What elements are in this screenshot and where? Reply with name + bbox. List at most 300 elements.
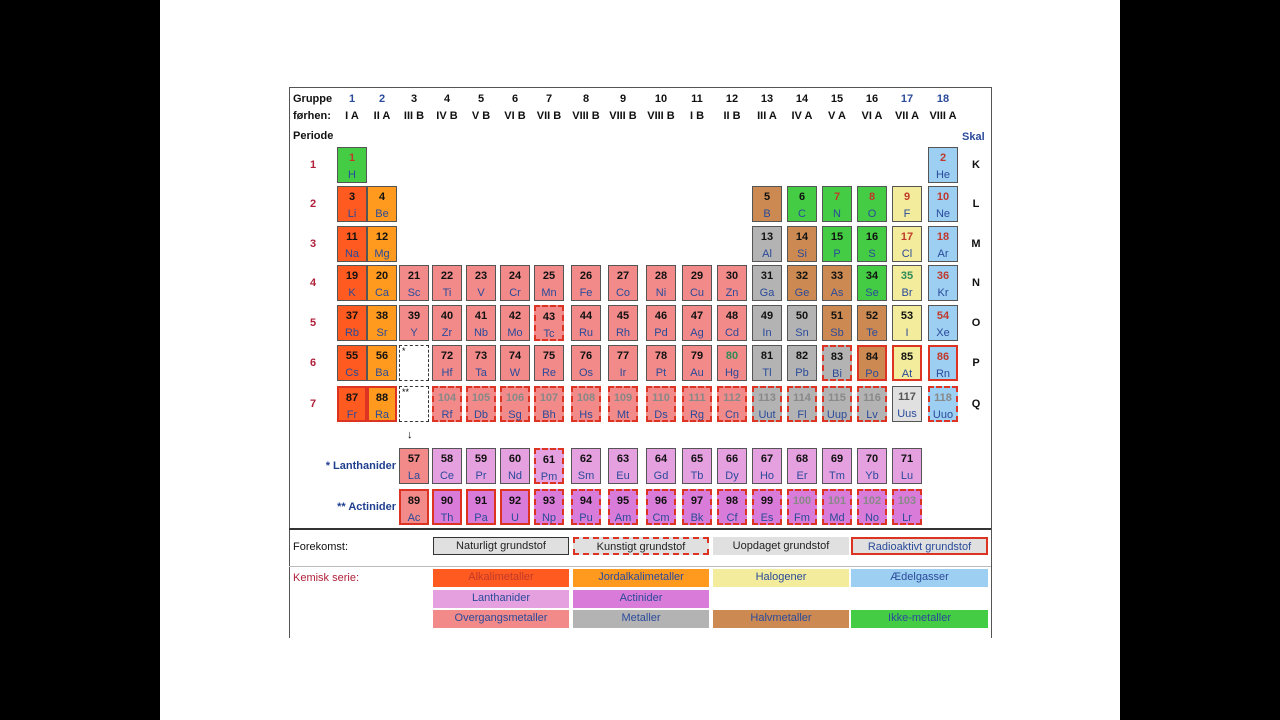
atomic-number: 90	[440, 495, 454, 507]
atomic-number: 65	[690, 453, 704, 465]
element-Cm[interactable]	[646, 489, 676, 525]
element-W[interactable]	[500, 345, 530, 381]
atomic-number: 33	[830, 270, 844, 282]
element-Rh[interactable]	[608, 305, 638, 341]
element-S[interactable]	[857, 226, 887, 262]
atomic-number: 42	[508, 310, 522, 322]
element-Er[interactable]	[787, 448, 817, 484]
atomic-number: 104	[437, 392, 457, 404]
element-symbol: Cu	[689, 287, 705, 299]
atomic-number: 83	[830, 351, 844, 363]
atomic-number: 57	[407, 453, 421, 465]
element-symbol: Gd	[653, 470, 669, 482]
element-symbol: Pr	[475, 470, 487, 482]
element-Be[interactable]	[367, 186, 397, 222]
actinides-label: ** Actinider	[337, 501, 396, 513]
element-Ga[interactable]	[752, 265, 782, 301]
element-Pm[interactable]	[534, 448, 564, 484]
element-Lu[interactable]	[892, 448, 922, 484]
element-F[interactable]	[892, 186, 922, 222]
lanthanide-placeholder	[399, 345, 429, 381]
element-Ir[interactable]	[608, 345, 638, 381]
element-Zr[interactable]	[432, 305, 462, 341]
element-symbol: S	[868, 248, 876, 260]
atomic-number: 112	[723, 392, 741, 404]
element-symbol: Hg	[724, 367, 740, 379]
element-symbol: Ar	[937, 248, 949, 260]
element-symbol: Cs	[345, 367, 359, 379]
element-Mo[interactable]	[500, 305, 530, 341]
element-Sb[interactable]	[822, 305, 852, 341]
element-symbol: Li	[347, 208, 357, 220]
element-Ag[interactable]	[682, 305, 712, 341]
period-1: 1	[309, 159, 317, 171]
atomic-number: 14	[795, 231, 809, 243]
element-symbol: Tc	[543, 328, 555, 340]
atomic-number: 11	[346, 231, 358, 243]
element-Ca[interactable]	[367, 265, 397, 301]
element-Ac[interactable]	[399, 489, 429, 525]
element-symbol: Rb	[344, 327, 360, 339]
element-Nd[interactable]	[500, 448, 530, 484]
series-label: Kemisk serie:	[293, 572, 360, 584]
element-Co[interactable]	[608, 265, 638, 301]
group-former-9: VIII B	[609, 110, 637, 122]
element-O[interactable]	[857, 186, 887, 222]
element-Uuo[interactable]	[928, 386, 958, 422]
element-symbol: Y	[410, 327, 418, 339]
element-P[interactable]	[822, 226, 852, 262]
atomic-number: 72	[440, 350, 454, 362]
element-C[interactable]	[787, 186, 817, 222]
element-symbol: No	[864, 512, 880, 524]
element-symbol: Sc	[407, 287, 421, 299]
atomic-number: 84	[865, 351, 879, 363]
element-Tc[interactable]	[534, 305, 564, 341]
atomic-number: 62	[579, 453, 593, 465]
element-symbol: Lv	[866, 409, 878, 421]
atomic-number: 39	[407, 310, 421, 322]
element-U[interactable]	[500, 489, 530, 525]
element-symbol: Er	[796, 470, 808, 482]
element-I[interactable]	[892, 305, 922, 341]
legend-alkaline: Jordalkalimetaller	[573, 569, 709, 587]
atomic-number: 29	[690, 270, 704, 282]
element-Na[interactable]	[337, 226, 367, 262]
element-Nb[interactable]	[466, 305, 496, 341]
element-symbol: V	[477, 287, 485, 299]
element-symbol: Rn	[935, 368, 951, 380]
element-symbol: At	[901, 368, 913, 380]
lanthanides-label: * Lanthanider	[325, 460, 396, 472]
element-H[interactable]	[337, 147, 367, 183]
group-former-16: VI A	[861, 110, 883, 122]
element-Cd[interactable]	[717, 305, 747, 341]
atomic-number: 20	[375, 270, 389, 282]
element-symbol: Zn	[725, 287, 739, 299]
element-Ni[interactable]	[646, 265, 676, 301]
element-Rf[interactable]	[432, 386, 462, 422]
element-Db[interactable]	[466, 386, 496, 422]
element-symbol: Th	[440, 512, 454, 524]
element-symbol: Tl	[762, 367, 772, 379]
atomic-number: 58	[440, 453, 454, 465]
element-symbol: Sm	[577, 470, 595, 482]
element-symbol: Sg	[508, 409, 522, 421]
element-Sm[interactable]	[571, 448, 601, 484]
legend-noble: Ædelgasser	[851, 569, 988, 587]
element-symbol: Rh	[615, 327, 631, 339]
element-Kr[interactable]	[928, 265, 958, 301]
element-Mg[interactable]	[367, 226, 397, 262]
element-symbol: Ru	[578, 327, 594, 339]
element-Yb[interactable]	[857, 448, 887, 484]
element-Rn[interactable]	[928, 345, 958, 381]
atomic-number: 52	[865, 310, 879, 322]
atomic-number: 50	[795, 310, 809, 322]
element-symbol: Mo	[507, 327, 523, 339]
group-number-5: 5	[477, 93, 485, 105]
atomic-number: 75	[542, 350, 556, 362]
atomic-number: 26	[579, 270, 593, 282]
element-N[interactable]	[822, 186, 852, 222]
element-K[interactable]	[337, 265, 367, 301]
element-Ru[interactable]	[571, 305, 601, 341]
atomic-number: 54	[936, 310, 950, 322]
element-Pr[interactable]	[466, 448, 496, 484]
element-symbol: Os	[578, 367, 594, 379]
element-Po[interactable]	[857, 345, 887, 381]
element-symbol: Na	[344, 248, 360, 260]
atomic-number: 79	[690, 350, 704, 362]
atomic-number: 56	[375, 350, 389, 362]
element-Pu[interactable]	[571, 489, 601, 525]
legend-divider	[289, 566, 991, 567]
element-Rb[interactable]	[337, 305, 367, 341]
atomic-number: 51	[830, 310, 844, 322]
element-Bk[interactable]	[682, 489, 712, 525]
element-Pt[interactable]	[646, 345, 676, 381]
element-Ba[interactable]	[367, 345, 397, 381]
atomic-number: 36	[936, 270, 950, 282]
atomic-number: 86	[936, 351, 950, 363]
atomic-number: 61	[542, 454, 556, 466]
element-Ds[interactable]	[646, 386, 676, 422]
element-Lv[interactable]	[857, 386, 887, 422]
element-Fr[interactable]	[337, 386, 367, 422]
element-Mn[interactable]	[534, 265, 564, 301]
element-Te[interactable]	[857, 305, 887, 341]
group-number-6: 6	[511, 93, 519, 105]
atomic-number: 23	[474, 270, 488, 282]
element-symbol: B	[763, 208, 771, 220]
element-Rg[interactable]	[682, 386, 712, 422]
element-Ar[interactable]	[928, 226, 958, 262]
element-Zn[interactable]	[717, 265, 747, 301]
element-Lr[interactable]	[892, 489, 922, 525]
period-label: Periode	[293, 130, 334, 142]
element-symbol: Pa	[474, 512, 488, 524]
element-V[interactable]	[466, 265, 496, 301]
atomic-number: 2	[939, 152, 947, 164]
atomic-number: 1	[348, 152, 356, 164]
element-symbol: W	[509, 367, 521, 379]
period-6: 6	[309, 357, 317, 369]
atomic-number: 30	[725, 270, 739, 282]
element-symbol: Si	[797, 248, 807, 260]
atomic-number: 34	[865, 270, 879, 282]
element-symbol: Bh	[542, 409, 556, 421]
group-number-12: 12	[725, 93, 739, 105]
element-Dy[interactable]	[717, 448, 747, 484]
element-symbol: Be	[375, 208, 389, 220]
element-Cr[interactable]	[500, 265, 530, 301]
element-Fe[interactable]	[571, 265, 601, 301]
element-Tm[interactable]	[822, 448, 852, 484]
element-symbol: O	[867, 208, 877, 220]
element-Os[interactable]	[571, 345, 601, 381]
atomic-number: 98	[725, 495, 739, 507]
legend-radioactive-label: Radioaktivt grundstof	[867, 541, 972, 553]
atomic-number: 92	[508, 495, 522, 507]
element-symbol: Te	[866, 327, 878, 339]
group-number-11: 11	[691, 93, 703, 105]
element-No[interactable]	[857, 489, 887, 525]
element-Th[interactable]	[432, 489, 462, 525]
element-Pa[interactable]	[466, 489, 496, 525]
element-symbol: H	[348, 169, 356, 181]
atomic-number: 18	[936, 231, 950, 243]
group-former-11: I B	[689, 110, 705, 122]
element-As[interactable]	[822, 265, 852, 301]
element-Mt[interactable]	[608, 386, 638, 422]
group-number-10: 10	[654, 93, 668, 105]
atomic-number: 108	[576, 392, 596, 404]
atomic-number: 109	[613, 392, 633, 404]
group-former-3: III B	[403, 110, 425, 122]
element-Fm[interactable]	[787, 489, 817, 525]
element-symbol: Zr	[441, 327, 453, 339]
element-symbol: I	[905, 327, 909, 339]
group-number-16: 16	[865, 93, 879, 105]
element-Bh[interactable]	[534, 386, 564, 422]
group-former-4: IV B	[436, 110, 458, 122]
element-Cl[interactable]	[892, 226, 922, 262]
element-Ne[interactable]	[928, 186, 958, 222]
element-symbol: Lr	[902, 512, 912, 524]
element-Uup[interactable]	[822, 386, 852, 422]
shell-M: M	[971, 238, 981, 250]
atomic-number: 80	[725, 350, 739, 362]
atomic-number: 43	[542, 311, 556, 323]
element-symbol: Uuo	[932, 409, 954, 421]
element-symbol: Sb	[830, 327, 844, 339]
element-Au[interactable]	[682, 345, 712, 381]
atomic-number: 13	[760, 231, 774, 243]
element-symbol: Cn	[724, 409, 740, 421]
element-symbol: Cl	[901, 248, 913, 260]
element-Al[interactable]	[752, 226, 782, 262]
group-number-13: 13	[760, 93, 774, 105]
element-symbol: Rg	[689, 409, 705, 421]
atomic-number: 24	[508, 270, 522, 282]
element-Uut[interactable]	[752, 386, 782, 422]
element-symbol: As	[830, 287, 844, 299]
element-symbol: Fl	[797, 409, 807, 421]
atomic-number: 106	[505, 392, 525, 404]
element-La[interactable]	[399, 448, 429, 484]
group-former-1: I A	[345, 110, 359, 122]
element-symbol: Np	[541, 512, 557, 524]
period-2: 2	[309, 198, 317, 210]
atomic-number: 107	[539, 392, 559, 404]
element-At[interactable]	[892, 345, 922, 381]
element-Ra[interactable]	[367, 386, 397, 422]
element-symbol: Eu	[616, 470, 630, 482]
element-symbol: Ga	[759, 287, 775, 299]
element-symbol: Nb	[473, 327, 489, 339]
group-former-10: VIII B	[647, 110, 675, 122]
atomic-number: 32	[795, 270, 809, 282]
element-Ti[interactable]	[432, 265, 462, 301]
atomic-number: 91	[474, 495, 488, 507]
page	[160, 0, 1120, 720]
element-Tl[interactable]	[752, 345, 782, 381]
element-Hf[interactable]	[432, 345, 462, 381]
occurrence-label: Forekomst:	[293, 541, 349, 553]
legend-nonmetal: Ikke-metaller	[851, 610, 988, 628]
atomic-number: 37	[345, 310, 359, 322]
element-symbol: Fe	[579, 287, 593, 299]
element-symbol: Mg	[374, 248, 390, 260]
element-Hg[interactable]	[717, 345, 747, 381]
legend-actinide: Actinider	[573, 590, 709, 608]
atomic-number: 48	[725, 310, 739, 322]
atomic-number: 64	[654, 453, 668, 465]
element-Np[interactable]	[534, 489, 564, 525]
element-Si[interactable]	[787, 226, 817, 262]
atomic-number: 9	[903, 191, 911, 203]
element-Sn[interactable]	[787, 305, 817, 341]
element-Eu[interactable]	[608, 448, 638, 484]
atomic-number: 60	[508, 453, 522, 465]
element-Md[interactable]	[822, 489, 852, 525]
element-Re[interactable]	[534, 345, 564, 381]
element-Cn[interactable]	[717, 386, 747, 422]
element-Li[interactable]	[337, 186, 367, 222]
legend-lanthanide: Lanthanider	[433, 590, 569, 608]
element-Ce[interactable]	[432, 448, 462, 484]
element-Hs[interactable]	[571, 386, 601, 422]
element-Pb[interactable]	[787, 345, 817, 381]
element-B[interactable]	[752, 186, 782, 222]
atomic-number: 12	[375, 231, 389, 243]
element-symbol: Nd	[507, 470, 523, 482]
atomic-number: 82	[795, 350, 809, 362]
atomic-number: 73	[474, 350, 488, 362]
element-He[interactable]	[928, 147, 958, 183]
group-number-7: 7	[545, 93, 553, 105]
atomic-number: 22	[440, 270, 454, 282]
atomic-number: 21	[407, 270, 421, 282]
element-symbol: Ni	[655, 287, 667, 299]
atomic-number: 5	[763, 191, 771, 203]
atomic-number: 101	[827, 495, 847, 507]
atomic-number: 45	[616, 310, 630, 322]
group-former-8: VIII B	[572, 110, 600, 122]
element-Ge[interactable]	[787, 265, 817, 301]
legend-undiscovered: Uopdaget grundstof	[713, 537, 849, 555]
atomic-number: 118	[934, 392, 952, 404]
element-Sc[interactable]	[399, 265, 429, 301]
former-label: førhen:	[293, 110, 331, 122]
element-Sg[interactable]	[500, 386, 530, 422]
element-Cf[interactable]	[717, 489, 747, 525]
atomic-number: 3	[348, 191, 356, 203]
element-symbol: Ce	[439, 470, 455, 482]
element-Am[interactable]	[608, 489, 638, 525]
element-Xe[interactable]	[928, 305, 958, 341]
element-Y[interactable]	[399, 305, 429, 341]
element-Cu[interactable]	[682, 265, 712, 301]
element-Bi[interactable]	[822, 345, 852, 381]
element-Pd[interactable]	[646, 305, 676, 341]
element-Es[interactable]	[752, 489, 782, 525]
element-symbol: Dy	[725, 470, 739, 482]
element-Ho[interactable]	[752, 448, 782, 484]
atomic-number: 88	[375, 392, 389, 404]
group-former-18: VIII A	[929, 110, 957, 122]
element-In[interactable]	[752, 305, 782, 341]
period-5: 5	[309, 317, 317, 329]
element-symbol: Lu	[900, 470, 914, 482]
atomic-number: 44	[579, 310, 593, 322]
arrow-down-icon: ↓	[407, 429, 413, 441]
lanthanide-mark: *	[402, 346, 406, 356]
shell-Q: Q	[971, 398, 981, 410]
element-Tb[interactable]	[682, 448, 712, 484]
element-symbol: Tb	[690, 470, 704, 482]
atomic-number: 85	[900, 351, 914, 363]
element-symbol: Mt	[616, 409, 630, 421]
element-symbol: Ac	[407, 512, 421, 524]
period-3: 3	[309, 238, 317, 250]
element-symbol: Uus	[897, 408, 917, 420]
group-number-15: 15	[830, 93, 844, 105]
element-Fl[interactable]	[787, 386, 817, 422]
element-Gd[interactable]	[646, 448, 676, 484]
element-symbol: Bk	[690, 512, 704, 524]
atomic-number: 116	[863, 392, 881, 404]
element-Sr[interactable]	[367, 305, 397, 341]
element-Br[interactable]	[892, 265, 922, 301]
legend-radioactive	[851, 537, 988, 555]
element-symbol: Ag	[690, 327, 704, 339]
group-number-4: 4	[443, 93, 451, 105]
element-Cs[interactable]	[337, 345, 367, 381]
element-symbol: Hs	[579, 409, 593, 421]
group-number-1: 1	[348, 93, 356, 105]
element-Uus[interactable]	[892, 386, 922, 422]
legend-natural: Naturligt grundstof	[433, 537, 569, 555]
element-symbol: Cf	[726, 512, 738, 524]
element-Ta[interactable]	[466, 345, 496, 381]
atomic-number: 55	[345, 350, 359, 362]
element-Se[interactable]	[857, 265, 887, 301]
atomic-number: 77	[616, 350, 630, 362]
legend-metal: Metaller	[573, 610, 709, 628]
group-former-2: II A	[373, 110, 391, 122]
